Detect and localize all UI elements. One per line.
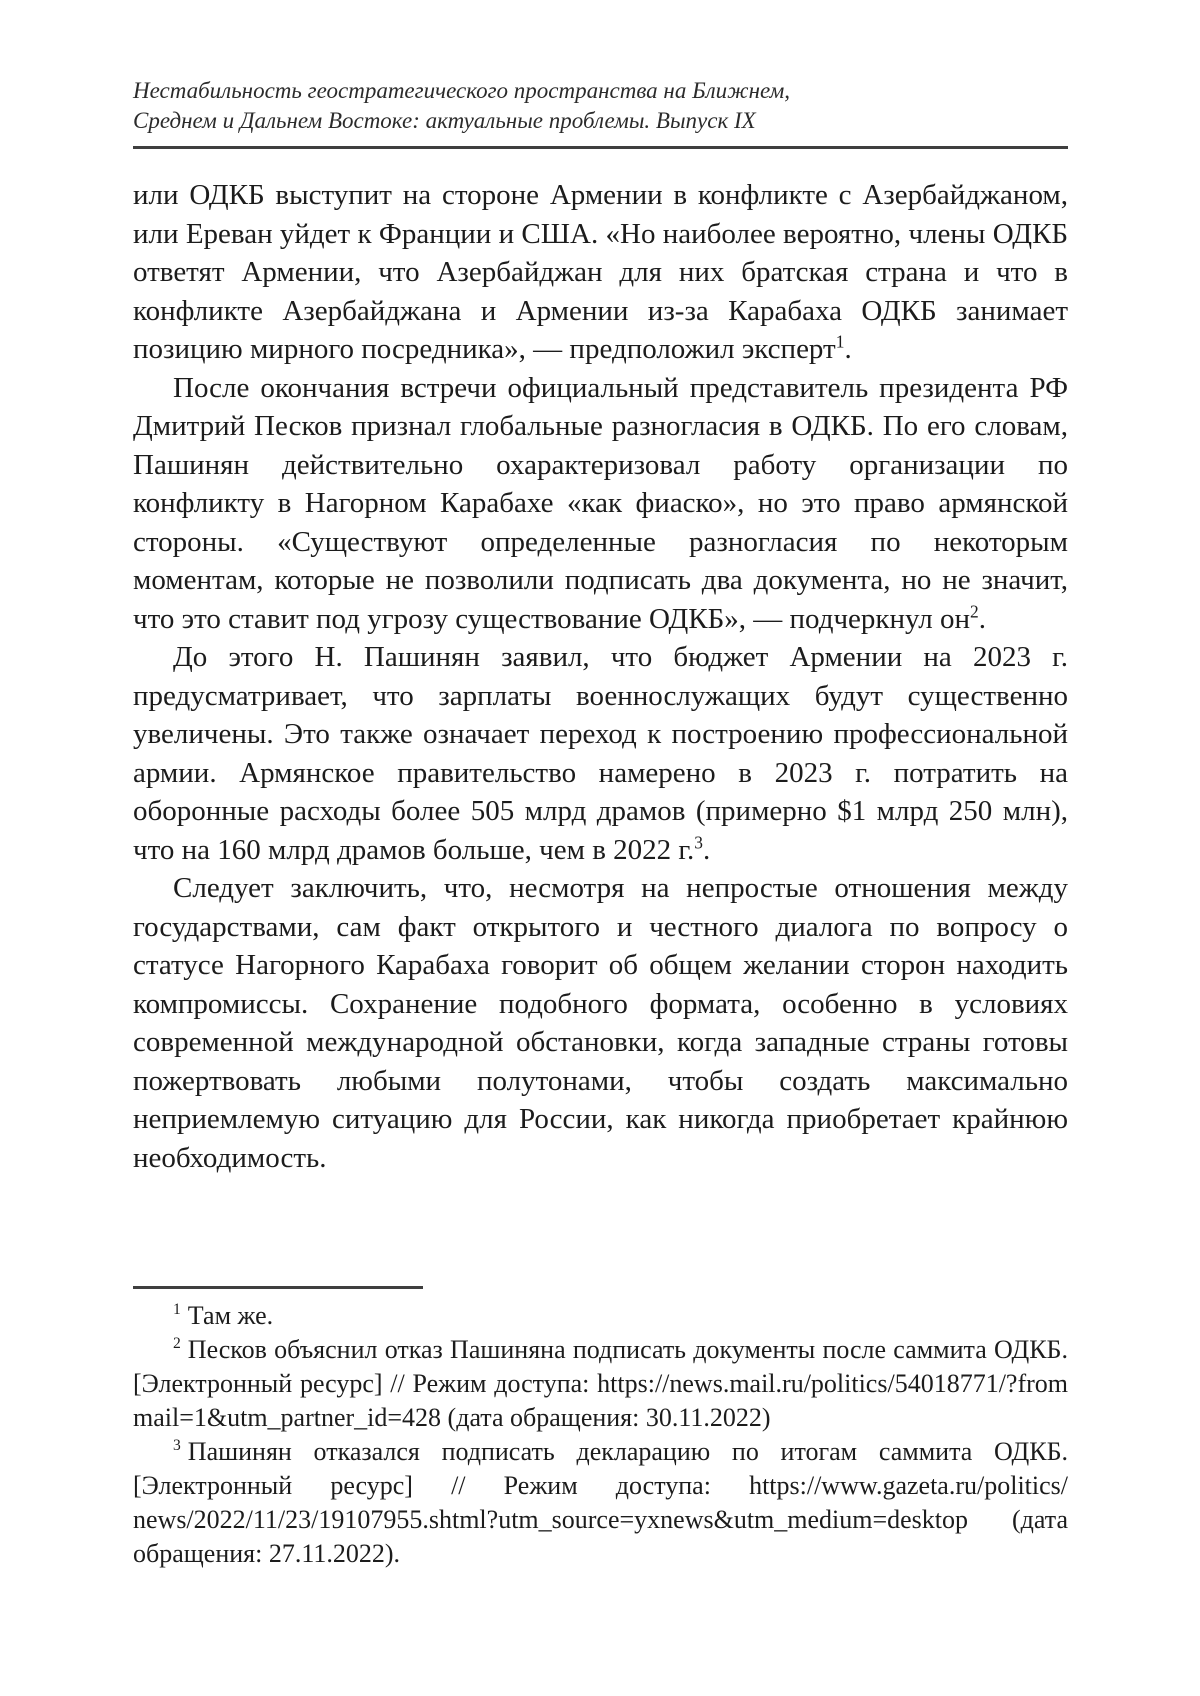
paragraph-1-text: или ОДКБ выступит на стороне Армении в конфликте с Азербайджаном, или Ереван уйдет к Франции и США. «Но наиболее вероятно, члены ОДКБ ответят Армении, что Азербайджан для них братская страна и что в конфликте Азербайджана и Армении из-за Карабаха ОДКБ занимает позицию мирного посредника», — предположил эксперт	[133, 179, 1068, 365]
footnote-ref-2: 2	[970, 600, 979, 621]
footnote-1	[133, 1299, 1068, 1333]
paragraph-4-text: Следует заключить, что, несмотря на непростые отношения между государствами, сам факт открытого и честного диалога по вопросу о статусе Нагорного Карабаха говорит об общем желании сторон находить компромиссы. Сохранение подобного формата, особенно в условиях современной международной обстановки, когда западные страны готовы пожертвовать любыми полутонами, чтобы создать максимально неприемлемую ситуацию для России, как никогда приобретает крайнюю необходимость.	[133, 872, 1068, 1174]
footnote-3	[133, 1435, 1068, 1571]
footnote-2-text: Песков объяснил отказ Пашиняна подписать документы после саммита ОДКБ. [Электронный ресурс] // Режим доступа: https://news.mail.ru/politics/54018771/?from mail=1&utm_partner_id=428 (дата обращения: 30.11.2022)	[133, 1335, 1068, 1432]
paragraph-1	[133, 176, 1068, 369]
footnote-3-text: Пашинян отказался подписать декларацию по итогам саммита ОДКБ. [Электронный ресурс] // Режим доступа: https://www.gazeta.ru/politics/ news/2022/11/23/19107955.shtml?utm_source=yxnews&utm_medium=desktop (дата обращения: 27.11.2022).	[133, 1437, 1068, 1568]
page-content	[133, 76, 1068, 1177]
footnote-3-marker: 3	[173, 1437, 181, 1455]
paragraph-4	[133, 869, 1068, 1177]
footnote-1-marker: 1	[173, 1301, 181, 1319]
running-header-line-1: Нестабильность геостратегического пространства на Ближнем,	[133, 78, 791, 103]
paragraph-2	[133, 369, 1068, 639]
paragraph-3-tail: .	[702, 833, 711, 866]
paragraph-2-tail: .	[978, 602, 986, 635]
footnotes-section	[133, 1286, 1068, 1571]
footnote-2	[133, 1333, 1068, 1435]
header-rule	[133, 146, 1068, 149]
paragraph-3	[133, 638, 1068, 869]
running-header-line-2: Среднем и Дальнем Востоке: актуальные проблемы. Выпуск IX	[133, 108, 756, 133]
footnote-ref-1: 1	[835, 331, 845, 352]
paragraph-1-tail: .	[844, 333, 852, 365]
body-text	[133, 176, 1068, 1177]
footnote-2-marker: 2	[173, 1335, 181, 1353]
paragraph-3-text: До этого Н. Пашинян заявил, что бюджет Армении на 2023 г. предусматривает, что зарплаты военнослужащих будут существенно увеличены. Это также означает переход к построению профессиональной армии. Армянское правительство намерено в 2023 г. потратить на оборонные расходы более 505 млрд драмов (примерно $1 млрд 250 млн), что на 160 млрд драмов больше, чем в 2022 г.	[133, 641, 1068, 866]
footnote-1-text: Там же.	[187, 1301, 274, 1330]
footnote-separator	[133, 1286, 423, 1289]
paragraph-2-text: После окончания встречи официальный представитель президента РФ Дмитрий Песков признал глобальные разногласия в ОДКБ. По его словам, Пашинян действительно охарактеризовал работу организации по конфликту в Нагорном Карабахе «как фиаско», но это право армянской стороны. «Существуют определенные разногласия по некоторым моментам, которые не позволили подписать два документа, но не значит, что это ставит под угрозу существование ОДКБ», — подчеркнул он	[133, 371, 1068, 635]
footnote-ref-3: 3	[694, 831, 703, 852]
running-header	[133, 76, 1068, 136]
